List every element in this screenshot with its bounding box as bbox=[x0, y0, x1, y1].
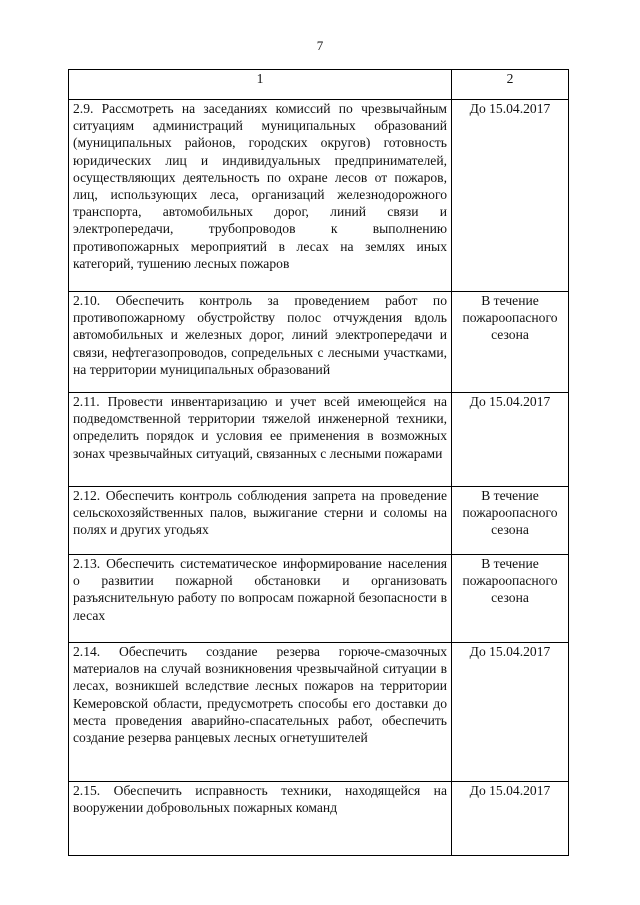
measure-text: 2.9. Рассмотреть на заседаниях комиссий по чрезвычайным ситуациям администраций муниципальных образований (муниципальных районов, городских округов) готовность юридических лиц и индивидуальных предпринимателей, осуществляющих деятельность по охране лесов от пожаров, лиц, использующих леса, организаций железнодорожного транспорта, автомобильных дорог, линий связи и электропередачи, трубопроводов к выполнению противопожарных мероприятий в лесах на землях иных категорий, тушению лесных пожаров bbox=[69, 100, 452, 292]
measure-deadline: До 15.04.2017 bbox=[452, 643, 569, 782]
measure-deadline: В течение пожароопасного сезона bbox=[452, 292, 569, 393]
measure-text: 2.13. Обеспечить систематическое информирование населения о развитии пожарной обстановки и организовать разъяснительную работу по вопросам пожарной безопасности в лесах bbox=[69, 555, 452, 643]
table-row bbox=[69, 100, 569, 292]
column-header-2: 2 bbox=[452, 70, 569, 100]
measure-text: 2.11. Провести инвентаризацию и учет всей имеющейся на подведомственной территории тяжелой инженерной техники, определить порядок и условия ее применения в возможных зонах чрезвычайных ситуаций, связанных с лесными пожарами bbox=[69, 393, 452, 487]
table-row bbox=[69, 555, 569, 643]
measure-text: 2.14. Обеспечить создание резерва горюче-смазочных материалов на случай возникновения чрезвычайной ситуации в лесах, возникшей вследствие лесных пожаров на территории Кемеровской области, предусмотреть способы его доставки до места проведения аварийно-спасательных работ, обеспечить создание резерва ранцевых лесных огнетушителей bbox=[69, 643, 452, 782]
table-header-row bbox=[69, 70, 569, 100]
measure-deadline: До 15.04.2017 bbox=[452, 100, 569, 292]
measure-deadline: До 15.04.2017 bbox=[452, 393, 569, 487]
table-row bbox=[69, 393, 569, 487]
measure-text: 2.12. Обеспечить контроль соблюдения запрета на проведение сельскохозяйственных палов, выжигание стерни и соломы на полях и других угодьях bbox=[69, 487, 452, 555]
column-header-1: 1 bbox=[69, 70, 452, 100]
table-row bbox=[69, 487, 569, 555]
table-row bbox=[69, 643, 569, 782]
measures-table bbox=[68, 69, 569, 856]
table-row bbox=[69, 782, 569, 856]
measure-text: 2.10. Обеспечить контроль за проведением работ по противопожарному обустройству полос отчуждения вдоль автомобильных и железных дорог, линий электропередачи и связи, нефтегазопроводов, сопредельных с лесными участками, на территории муниципальных образований bbox=[69, 292, 452, 393]
table-row bbox=[69, 292, 569, 393]
measure-deadline: До 15.04.2017 bbox=[452, 782, 569, 856]
measure-deadline: В течение пожароопасного сезона bbox=[452, 487, 569, 555]
page-number: 7 bbox=[316, 38, 324, 53]
measure-text: 2.15. Обеспечить исправность техники, находящейся на вооружении добровольных пожарных команд bbox=[69, 782, 452, 856]
measure-deadline: В течение пожароопасного сезона bbox=[452, 555, 569, 643]
